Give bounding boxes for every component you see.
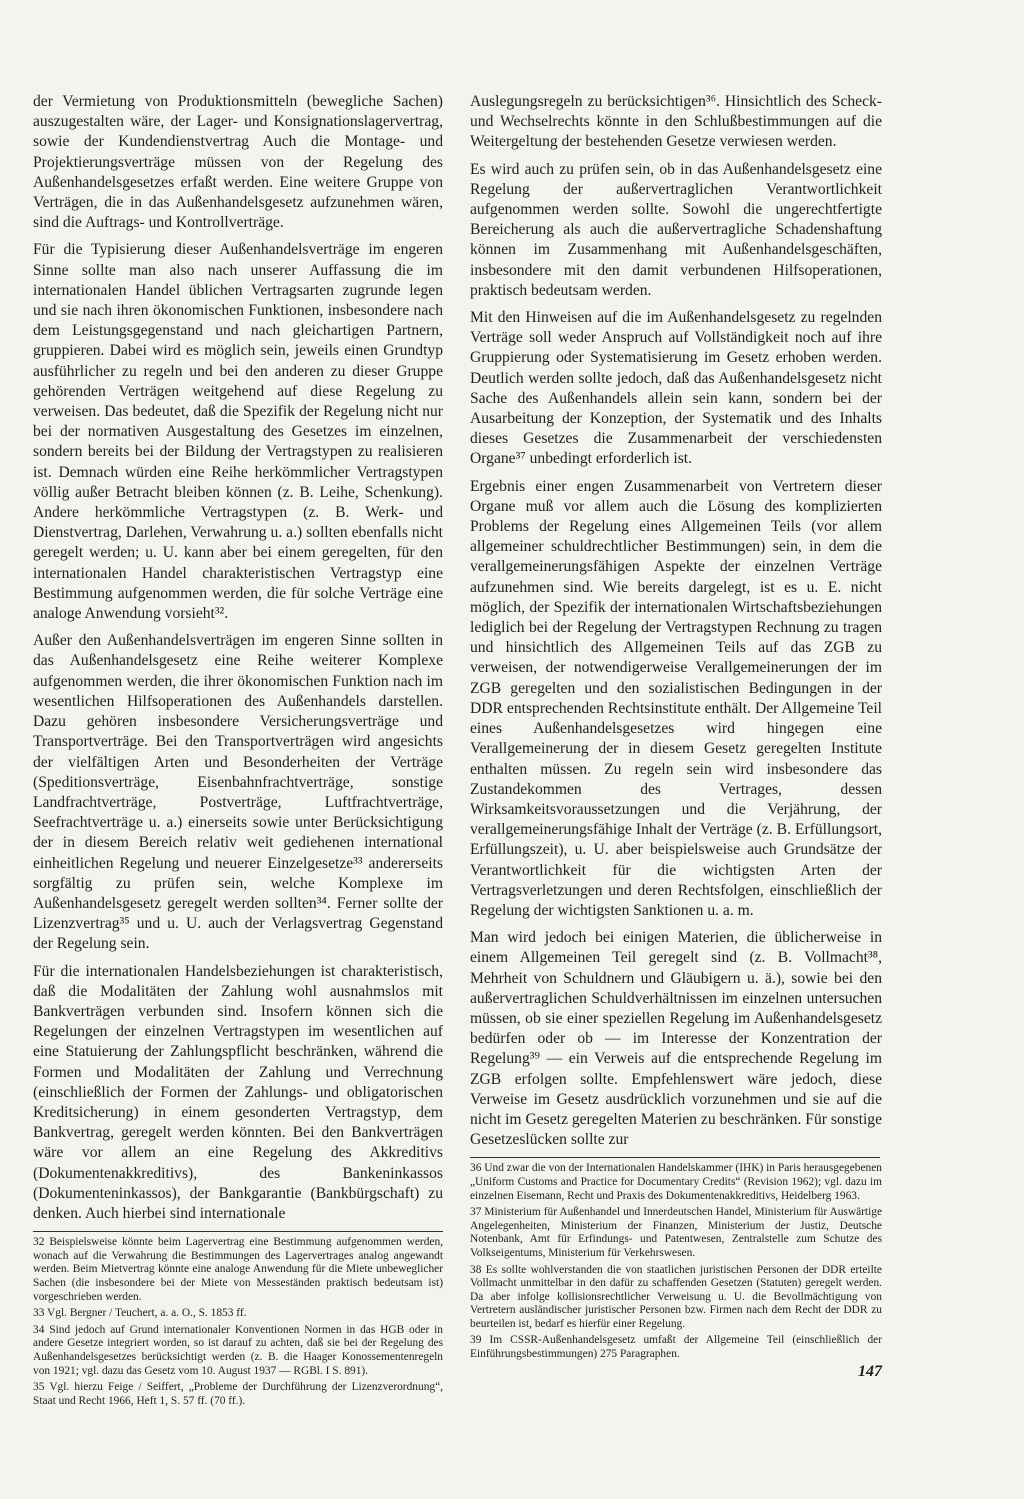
footnote: 35 Vgl. hierzu Feige / Seiffert, „Probleme der Durchführung der Lizenzverordnung“, Staat und Recht 1966, Heft 1, S. 57 ff. (70 ff.). — [33, 1381, 443, 1407]
body-paragraph: Ergebnis einer engen Zusammenarbeit von Vertretern dieser Organe muß vor allem auch die Lösung des komplizierten Problems der Regelung eines Allgemeinen Teils (vor allem allgemeiner schuldrechtlicher Bestimmungen) sein, in dem die verallgemeinerungsfähigen Aspekte der einzelnen Verträge aufzunehmen sind. Wie bereits dargelegt, ist es u. E. nicht möglich, der Spezifik der internationalen Wirtschaftsbeziehungen lediglich bei der Regelung der Vertragstypen Rechnung zu tragen und hinsichtlich des Allgemeinen Teils auf das ZGB zu verweisen, der notwendigerweise Verallgemeinerungen der im ZGB geregelten und den sozialistischen Bedingungen in der DDR entsprechenden Rechtsinstitute enthält. Der Allgemeine Teil eines Außenhandelsgesetzes wird hingegen eine Verallgemeinerung der in diesem Gesetz geregelten Institute enthalten müssen. Zu regeln sein wird insbesondere das Zustandekommen des Vertrages, dessen Wirksamkeitsvoraussetzungen und die Verjährung, der verallgemeinerungsfähige Inhalt der Verträge (z. B. Erfüllungsort, Erfüllungszeit), u. U. aber beispielsweise auch Grundsätze der Verantwortlichkeit für die wichtigsten Arten der Vertragsverletzungen und deren Rechtsfolgen, einschließlich der Regelung der wichtigsten Sanktionen u. a. m. — [470, 477, 882, 919]
footnote: 37 Ministerium für Außenhandel und Innerdeutschen Handel, Ministerium für Auswärtige Angelegenheiten, Ministerium der Finanzen, Ministerium der Justiz, Deutsche Notenbank, Amt für Erfindungs- und Patentwesen, Zentralstelle zum Schutze des Volkseigentums, Ministerium für Verkehrswesen. — [470, 1206, 882, 1259]
footnote: 34 Sind jedoch auf Grund internationaler Konventionen Normen in das HGB oder in andere Gesetze integriert worden, so ist darauf zu achten, daß sie bei der Regelung des Außenhandelsgesetzes berücksichtigt werden (z. B. die Haager Konossementenregeln von 1921; vgl. dazu das Gesetz vom 10. August 1937 — RGBl. I S. 891). — [33, 1323, 443, 1377]
body-paragraph: der Vermietung von Produktionsmitteln (bewegliche Sachen) auszugestalten wäre, der Lager- und Konsignationslagervertrag, sowie der Kundendienstvertrag Auch die Montage- und Projektierungsverträge müssen von der Regelung des Außenhandelsgesetzes erfaßt werden. Eine weitere Gruppe von Verträgen, die in das Außenhandelsgesetz aufzunehmen wären, sind die Auftrags- und Kontrollverträge. — [33, 93, 443, 232]
right-column — [470, 92, 882, 1365]
left-column — [33, 92, 443, 1411]
footnote: 38 Es sollte wohlverstanden die von staatlichen juristischen Personen der DDR erteilte Vollmacht unmittelbar in den dafür zu schaffenden Gesetzen (Statuten) geregelt werden. Da aber infolge kollisionsrechtlicher Verweisung u. U. die Bevollmächtigung von Vertretern ausländischer juristischer Personen bzw. Firmen nach dem Recht der DDR zu beurteilen ist, bedarf es hierfür einer Regelung. — [470, 1263, 882, 1330]
page-number: 147 — [858, 1363, 882, 1380]
body-paragraph: Man wird jedoch bei einigen Materien, die üblicherweise in einem Allgemeinen Teil geregelt sind (z. B. Vollmacht³⁸, Mehrheit von Schuldnern und Gläubigern u. ä.), sowie bei den außervertraglichen Schuldverhältnissen im einzelnen untersuchen müssen, ob sie einer speziellen Regelung im Außenhandelsgesetz bedürfen oder ob — im Interesse der Konzentration der Regelung³⁹ — ein Verweis auf die entsprechende Regelung im ZGB erfolgen sollte. Empfehlenswert wäre jedoch, diese Verweise im Gesetz ausdrücklich vorzunehmen und sie auf die nicht im Gesetz geregelten Materien zu beschränken. Für sonstige Gesetzeslücken sollte zur — [470, 929, 882, 1149]
body-paragraph: Auslegungsregeln zu berücksichtigen³⁶. Hinsichtlich des Scheck- und Wechselrechts könnte in den Schlußbestimmungen auf die Weitergeltung der bestehenden Gesetze verwiesen werden. — [470, 93, 882, 151]
body-paragraph: Für die internationalen Handelsbeziehungen ist charakteristisch, daß die Modalitäten der Zahlung wohl ausnahmslos mit Bankverträgen verbunden sind. Insofern können sich die Regelungen der einzelnen Vertragstypen im wesentlichen auf eine Statuierung der Zahlungspflicht beschränken, während die Formen und Modalitäten der Zahlung und Verrechnung (einschließlich der Formen der Zahlungs- und obligatorischen Kreditsicherung) in einem gesonderten Vertragstyp, dem Bankvertrag, geregelt werden könnten. Bei den Bankverträgen wäre vor allem an eine Regelung des Akkreditivs (Dokumentenakkreditivs), des Bankeninkassos (Dokumenteninkassos), der Bankgarantie (Bankbürgschaft) zu denken. Auch hierbei sind internationale — [33, 962, 443, 1222]
footnote: 33 Vgl. Bergner / Teuchert, a. a. O., S. 1853 ff. — [33, 1307, 247, 1320]
footnote: 36 Und zwar die von der Internationalen Handelskammer (IHK) in Paris herausgegebenen „Uniform Customs and Practice for Documentary Credits“ (Revision 1962); vgl. dazu im einzelnen Eisemann, Recht und Praxis des Dokumentenakkreditivs, Heidelberg 1963. — [470, 1162, 882, 1202]
footnotes-right — [470, 1162, 882, 1361]
body-paragraph: Es wird auch zu prüfen sein, ob in das Außenhandelsgesetz eine Regelung der außervertraglichen Verantwortlichkeit aufgenommen werden sollte. Sowohl die ungerechtfertigte Bereicherung als auch die außervertragliche Schadenshaftung können im Zusammenhang mit Außenhandelsgeschäften, insbesondere mit den damit verbundenen Hilfsoperationen, praktisch bedeutsam werden. — [470, 160, 882, 299]
footnote: 32 Beispielsweise könnte beim Lagervertrag eine Bestimmung aufgenommen werden, wonach auf die Verwahrung die Bestimmungen des Lagervertrages analog angewandt werden. Beim Mietvertrag könnte eine analoge Anwendung für die Miete unbeweglicher Sachen (die insbesondere bei der Miete von Messeständen praktisch bedeutsam ist) vorgeschrieben werden. — [33, 1236, 443, 1303]
footnote: 39 Im CSSR-Außenhandelsgesetz umfaßt der Allgemeine Teil (einschließlich der Einführungsbestimmungen) 275 Paragraphen. — [470, 1334, 882, 1361]
body-paragraph: Mit den Hinweisen auf die im Außenhandelsgesetz zu regelnden Verträge soll weder Anspruch auf Vollständigkeit noch auf ihre Gruppierung oder Systematisierung im Gesetz erhoben werden. Deutlich werden sollte jedoch, daß das Außenhandelsgesetz nicht Sache des Außenhandels allein sein kann, sondern bei der Ausarbeitung der Konzeption, der Systematik und des Inhalts dieses Gesetzes die Zusammenarbeit der verschiedensten Organe³⁷ unbedingt erforderlich ist. — [470, 309, 882, 468]
footnote-divider — [33, 1231, 443, 1232]
body-paragraph: Außer den Außenhandelsverträgen im engeren Sinne sollten in das Außenhandelsgesetz eine Reihe weiterer Komplexe aufgenommen werden, die ihrer ökonomischen Funktion nach im wesentlichen Hilfsoperationen des Außenhandels darstellen. Dazu gehören insbesondere Versicherungsverträge und Transportverträge. Bei den Transportverträgen wird angesichts der vielfältigen Arten und Besonderheiten der Verträge (Speditionsverträge, Eisenbahnfrachtverträge, sonstige Landfrachtverträge, Postverträge, Luftfrachtverträge, Seefrachtverträge u. a.) einerseits sowie unter Berücksichtigung der in diesem Bereich relativ weit gediehenen international einheitlichen Regelung und neuerer Einzelgesetze³³ andererseits sorgfältig zu prüfen sein, welche Komplexe im Außenhandelsgesetz geregelt werden sollten³⁴. Ferner sollte der Lizenzvertrag³⁵ und u. U. auch der Verlagsvertrag Gegenstand der Regelung sein. — [33, 632, 443, 953]
footnote-divider — [470, 1157, 880, 1158]
body-paragraph: Für die Typisierung dieser Außenhandelsverträge im engeren Sinne sollte man also nach unserer Auffassung die im internationalen Handel üblichen Vertragsarten zugrunde legen und sie nach ihren ökonomischen Funktionen, insbesondere nach dem Leistungsgegenstand und nach gleichartigen Partnern, gruppieren. Dabei wird es möglich sein, jeweils einen Grundtyp ausführlicher zu regeln und bei den anderen zu dieser Gruppe gehörenden Verträgen weitgehend auf diese Regelung zu verweisen. Das bedeutet, daß die Spezifik der Regelung nicht nur bei der normativen Ausgestaltung des Gesetzes im einzelnen, sondern bereits bei der Bildung der Vertragstypen zu realisieren ist. Demnach würden eine Reihe herkömmlicher Vertragstypen völlig außer Betracht bleiben können (z. B. Leihe, Schenkung). Andere herkömmliche Vertragstypen (z. B. Werk- und Dienstvertrag, Darlehen, Verwahrung u. a.) sollten ebenfalls nicht geregelt werden; u. U. kann aber bei einem geregelten, für den internationalen Handel charakteristischen Vertragstyp eine Bestimmung aufgenommen werden, die für solche Verträge eine analoge Anwendung vorsieht³². — [33, 241, 443, 623]
footnotes-left — [33, 1236, 443, 1408]
